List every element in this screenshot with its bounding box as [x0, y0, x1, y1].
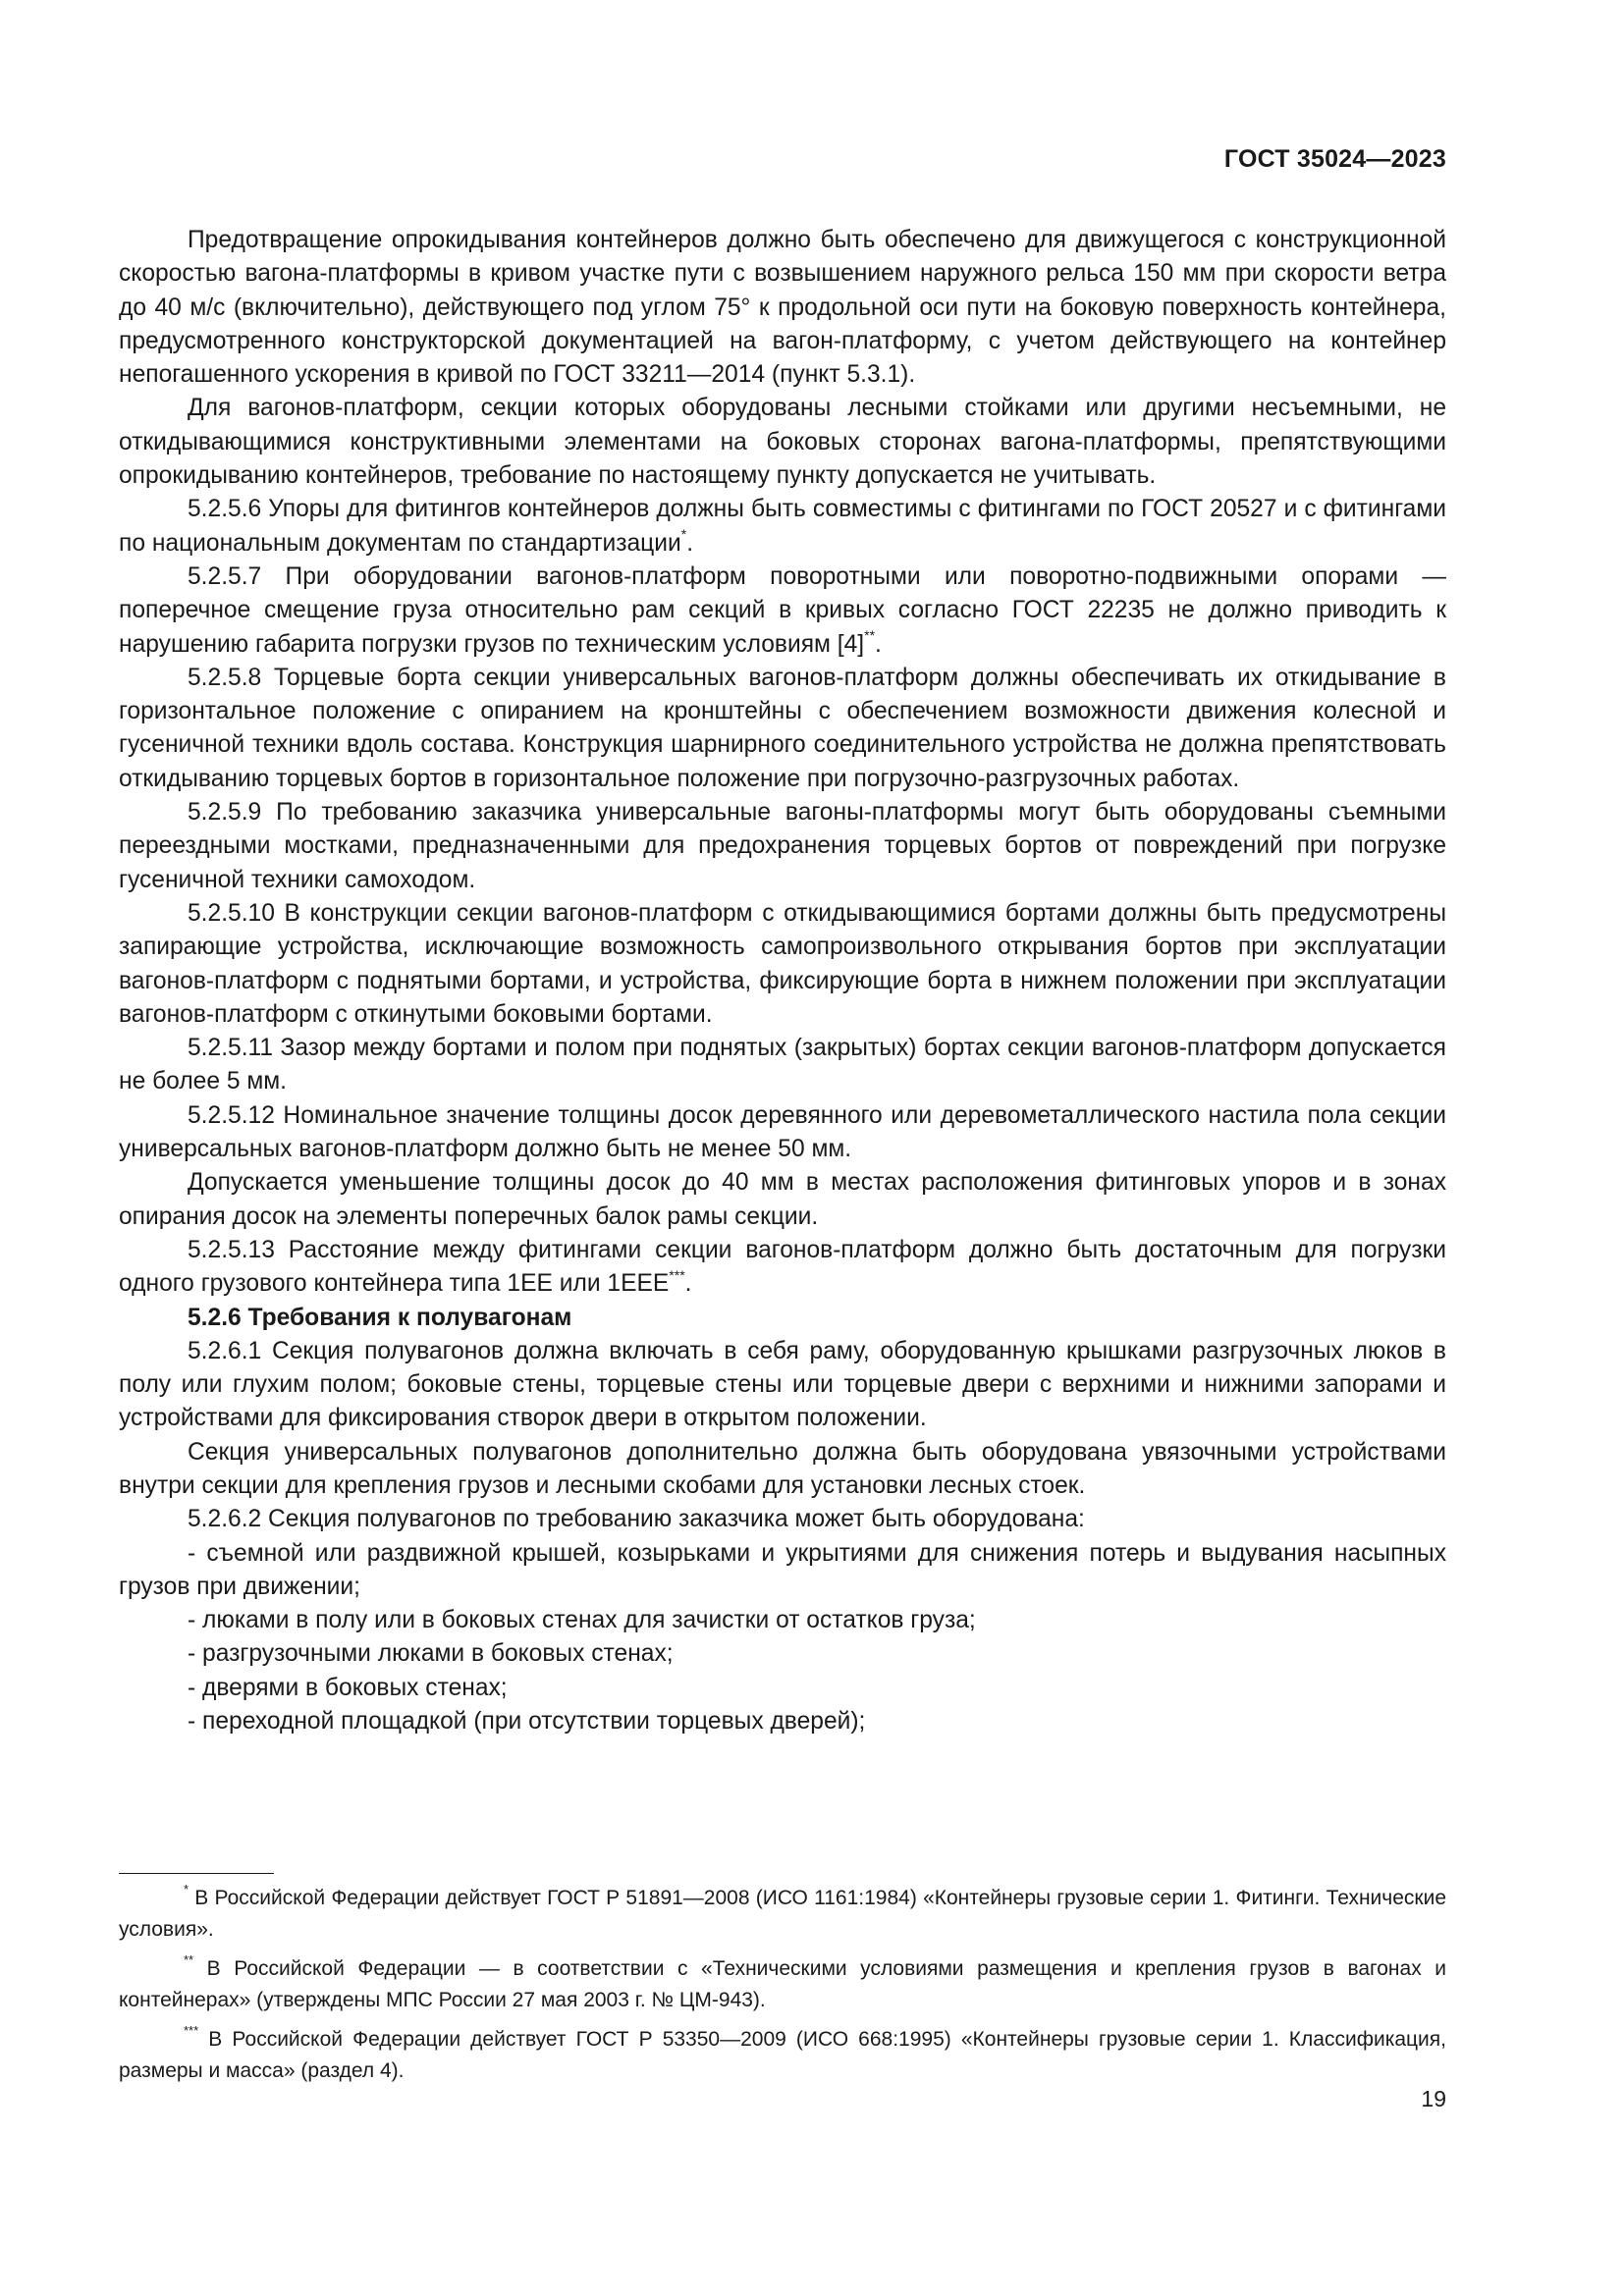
- paragraph-text: - дверями в боковых стенах;: [188, 1674, 508, 1701]
- paragraph: [119, 897, 1446, 1032]
- paragraph: [119, 662, 1446, 796]
- paragraph-text: 5.2.5.7 При оборудовании вагонов-платформ поворотными или поворотно-подвижными опорами — поперечное смещение груза относительно рам секций в кривых согласно ГОСТ 22235 не должно приводить к нарушению габарита погрузки грузов по техническим условиям [4]: [119, 562, 1446, 658]
- paragraph-text: 5.2.5.11 Зазор между бортами и полом при поднятых (закрытых) бортах секции вагонов-платформ допускается не более 5 мм.: [119, 1035, 1446, 1095]
- paragraph-text: 5.2.5.10 В конструкции секции вагонов-платформ с откидывающимися бортами должны быть предусмотрены запирающие устройства, исключающие возможность самопроизвольного открывания бортов при эксплуатации вагонов-платформ с поднятыми бортами, и устройства, фиксирующие борта в нижнем положении при эксплуатации вагонов-платформ с откинутыми боковыми бортами.: [119, 899, 1446, 1028]
- paragraph: [119, 493, 1446, 561]
- list-item: [119, 1537, 1446, 1605]
- paragraph-text: 5.2.6.1 Секция полувагонов должна включать в себя раму, оборудованную крышками разгрузочных люков в полу или глухим полом; боковые стены, торцевые стены или торцевые двери с верхними и нижними запорами и устройствами для фиксирования створок двери в открытом положении.: [119, 1337, 1446, 1432]
- footnote-mark: *: [184, 1882, 189, 1896]
- paragraph: [119, 561, 1446, 662]
- footnote-separator: [119, 1873, 274, 1874]
- paragraph: [119, 1436, 1446, 1504]
- page-number: 19: [1421, 2086, 1446, 2111]
- list-item: [119, 1705, 1446, 1738]
- footnotes-section: [119, 1883, 1446, 2095]
- paragraph-tail: .: [686, 529, 694, 557]
- footnote-ref: **: [864, 627, 876, 644]
- paragraph-text: - переходной площадкой (при отсутствии торцевых дверей);: [188, 1708, 866, 1735]
- paragraph-text: 5.2.5.9 По требованию заказчика универсальные вагоны-платформы могут быть оборудованы съемными переездными мостками, предназначенными для предохранения торцевых бортов от повреждений при погрузке гусеничной техники самоходом.: [119, 799, 1446, 893]
- document-header-id: ГОСТ 35024—2023: [1223, 145, 1446, 173]
- list-item: [119, 1672, 1446, 1705]
- paragraph-text: 5.2.5.13 Расстояние между фитингами секции вагонов-платформ должно быть достаточным для погрузки одного грузового контейнера типа 1ЕЕ или 1ЕЕЕ: [119, 1236, 1446, 1298]
- paragraph: [119, 1335, 1446, 1436]
- paragraph-text: 5.2.5.12 Номинальное значение толщины досок деревянного или деревометаллического настила пола секции универсальных вагонов-платформ должно быть не менее 50 мм.: [119, 1101, 1446, 1163]
- paragraph-text: - люками в полу или в боковых стенах для зачистки от остатков груза;: [188, 1607, 976, 1634]
- paragraph-text: Допускается уменьшение толщины досок до 40 мм в местах расположения фитинговых упоров и в зонах опирания досок на элементы поперечных балок рамы секции.: [119, 1169, 1446, 1230]
- paragraph-text: - съемной или раздвижной крышей, козырьками и укрытиями для снижения потерь и выдувания насыпных грузов при движении;: [119, 1539, 1446, 1600]
- footnote-mark: ***: [184, 2023, 199, 2038]
- footnote-ref: ***: [669, 1267, 685, 1284]
- paragraph: [119, 1166, 1446, 1234]
- paragraph-text: 5.2.5.6 Упоры для фитингов контейнеров должны быть совместимы с фитингами по ГОСТ 20527 и с фитингами по национальным документам по стандартизации: [119, 496, 1446, 557]
- paragraph: [119, 224, 1446, 392]
- footnote: [119, 1953, 1446, 2015]
- paragraph: [119, 1503, 1446, 1536]
- footnote-ref: *: [680, 526, 687, 543]
- paragraph-text: Секция универсальных полувагонов дополнительно должна быть оборудована увязочными устройствами внутри секции для крепления грузов и лесными скобами для установки лесных стоек.: [119, 1438, 1446, 1499]
- paragraph-text: 5.2.6.2 Секция полувагонов по требованию заказчика может быть оборудована:: [188, 1506, 1085, 1533]
- paragraph: [119, 1032, 1446, 1099]
- list-item: [119, 1637, 1446, 1671]
- paragraph-text: 5.2.5.8 Торцевые борта секции универсальных вагонов-платформ должны обеспечивать их откидывание в горизонтальное положение с опиранием на кронштейны с обеспечением возможности движения колесной и гусеничной техники вдоль состава. Конструкция шарнирного соединительного устройства не должна препятствовать откидыванию торцевых бортов в горизонтальное положение при погрузочно-разгрузочных работах.: [119, 664, 1446, 792]
- paragraph-text: 5.2.6 Требования к полувагонам: [188, 1304, 572, 1331]
- paragraph: [119, 796, 1446, 897]
- list-item: [119, 1604, 1446, 1637]
- document-body: [119, 224, 1446, 1738]
- footnote-text: В Российской Федерации действует ГОСТ Р 51891—2008 (ИСО 1161:1984) «Контейнеры грузовые серии 1. Фитинги. Технические условия».: [119, 1887, 1446, 1941]
- paragraph: [119, 392, 1446, 493]
- footnote: [119, 2024, 1446, 2086]
- section-heading: [119, 1302, 1446, 1335]
- paragraph-text: Предотвращение опрокидывания контейнеров должно быть обеспечено для движущегося с конструкционной скоростью вагона-платформы в кривом участке пути с возвышением наружного рельса 150 мм при скорости ветра до 40 м/с (включительно), действующего под углом 75° к продольной оси пути на боковую поверхность контейнера, предусмотренного конструкторской документацией на вагон-платформу, с учетом действующего на контейнер непогашенного ускорения в кривой по ГОСТ 33211—2014 (пункт 5.3.1).: [119, 227, 1446, 389]
- paragraph: [119, 1099, 1446, 1167]
- paragraph: [119, 1234, 1446, 1302]
- footnote-text: В Российской Федерации действует ГОСТ Р 53350—2009 (ИСО 668:1995) «Контейнеры грузовые серии 1. Классификация, размеры и масса» (раздел 4).: [119, 2028, 1446, 2082]
- paragraph-text: - разгрузочными люками в боковых стенах;: [188, 1640, 674, 1668]
- footnote-text: В Российской Федерации — в соответствии с «Техническими условиями размещения и крепления грузов в вагонах и контейнерах» (утверждены МПС России 27 мая 2003 г. № ЦМ-943).: [119, 1957, 1446, 2011]
- paragraph-tail: .: [684, 1270, 692, 1298]
- footnote: [119, 1883, 1446, 1945]
- paragraph-text: Для вагонов-платформ, секции которых оборудованы лесными стойками или другими несъемными, не откидывающимися конструктивными элементами на боковых сторонах вагона-платформы, препятствующими опрокидыванию контейнеров, требование по настоящему пункту допускается не учитывать.: [119, 395, 1446, 490]
- paragraph-tail: .: [875, 630, 882, 658]
- footnote-mark: **: [184, 1952, 194, 1967]
